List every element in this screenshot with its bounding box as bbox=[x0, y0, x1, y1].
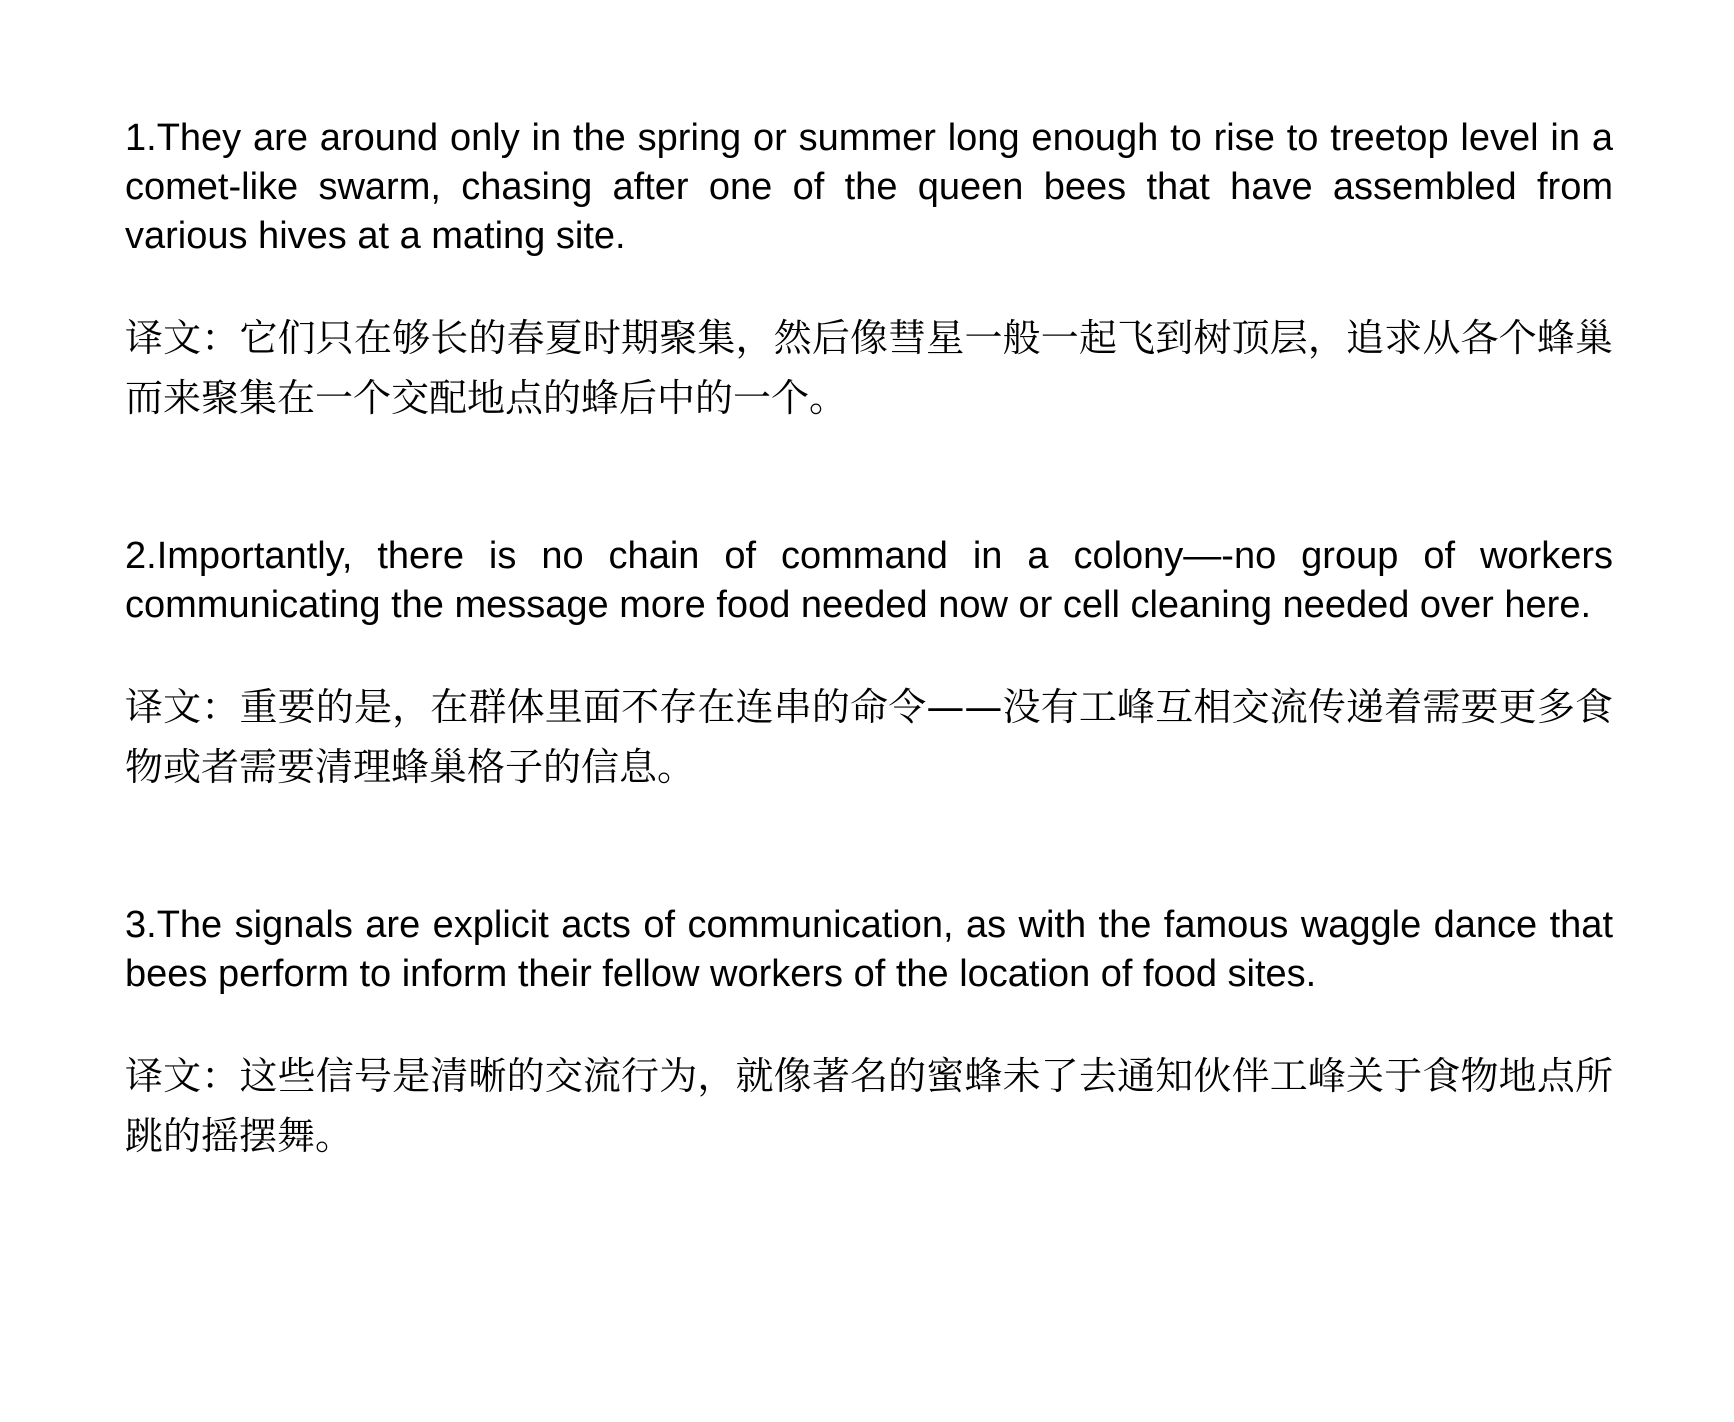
chinese-translation: 译文：这些信号是清晰的交流行为，就像著名的蜜蜂未了去通知伙伴工峰关于食物地点所跳的摇摆舞。 bbox=[125, 1054, 1613, 1158]
english-sentence: 2.Importantly, there is no chain of command in a colony—-no group of workers communicating the message more food needed now or cell cleaning needed over here. bbox=[125, 535, 1613, 626]
chinese-translation: 译文：它们只在够长的春夏时期聚集，然后像彗星一般一起飞到树顶层，追求从各个蜂巢而来聚集在一个交配地点的蜂后中的一个。 bbox=[125, 316, 1613, 420]
english-sentence: 3.The signals are explicit acts of communication, as with the famous waggle dance that bees perform to inform their fellow workers of the location of food sites. bbox=[125, 904, 1613, 995]
sentence-block-2 bbox=[125, 532, 1613, 797]
document-page bbox=[125, 114, 1613, 1166]
english-sentence: 1.They are around only in the spring or summer long enough to rise to treetop level in a comet-like swarm, chasing after one of the queen bees that have assembled from various hives at a mating site. bbox=[125, 117, 1613, 257]
sentence-block-1 bbox=[125, 114, 1613, 428]
sentence-block-3 bbox=[125, 901, 1613, 1166]
chinese-translation: 译文：重要的是，在群体里面不存在连串的命令——没有工峰互相交流传递着需要更多食物或者需要清理蜂巢格子的信息。 bbox=[125, 685, 1613, 789]
